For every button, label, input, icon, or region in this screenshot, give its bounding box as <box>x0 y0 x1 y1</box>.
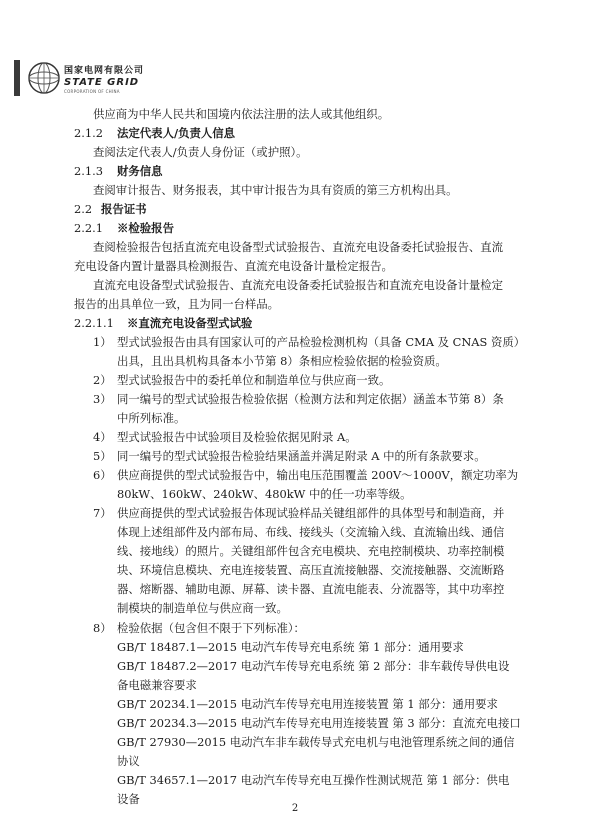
list-item-number: 6） <box>93 468 112 482</box>
standard-line: 备电磁兼容要求 <box>117 678 197 692</box>
standard-line: GB/T 27930—2015 电动汽车非车载传导式充电机与电池管理系统之间的通信 <box>117 735 515 749</box>
list-item-number: 4） <box>93 430 112 444</box>
standard-line: GB/T 34657.1—2017 电动汽车传导充电互操作性测试规范 第 1 部分：供电 <box>117 773 510 787</box>
standard-line: GB/T 18487.2—2017 电动汽车传导充电系统 第 2 部分：非车载传导供电设 <box>117 659 510 673</box>
page-header <box>14 56 184 100</box>
list-item-line: 同一编号的型式试验报告检验结果涵盖并满足附录 A 中的所有条款要求。 <box>117 449 486 463</box>
section-number: 2.1.2 <box>74 126 103 140</box>
section-number: 2.1.3 <box>74 164 103 178</box>
section-heading: 法定代表人/负责人信息 <box>117 126 236 140</box>
standard-line: 设备 <box>117 792 140 806</box>
paragraph: 查阅法定代表人/负责人身份证（或护照）。 <box>93 145 308 159</box>
section-number: 2.2 <box>74 202 93 216</box>
list-item-line: 线、接地线）的照片。关键组部件包含充电模块、充电控制模块、功率控制模 <box>117 544 505 558</box>
section-heading: 报告证书 <box>101 202 147 216</box>
list-item-line: 型式试验报告中的委托单位和制造单位与供应商一致。 <box>117 373 391 387</box>
list-item-line: 供应商提供的型式试验报告体现试验样品关键组部件的具体型号和制造商，并 <box>117 506 505 520</box>
list-item-number: 1） <box>93 335 112 349</box>
section-number: 2.2.1.1 <box>74 316 114 330</box>
list-item-line: 型式试验报告由具有国家认可的产品检验检测机构（具备 CMA 及 CNAS 资质） <box>117 335 526 349</box>
standard-line: GB/T 20234.3—2015 电动汽车传导充电用连接装置 第 3 部分：直流充电接口 <box>117 716 521 730</box>
list-item-line: 器、熔断器、辅助电源、屏幕、读卡器、直流电能表、分流器等，其中功率控 <box>117 582 505 596</box>
paragraph-line: 充电设备内置计量器具检测报告、直流充电设备计量检定报告。 <box>74 259 393 273</box>
standard-line: GB/T 20234.1—2015 电动汽车传导充电用连接装置 第 1 部分：通用要求 <box>117 697 498 711</box>
list-item-line: 中所列标准。 <box>117 411 186 425</box>
list-item-line: 同一编号的型式试验报告检验依据（检测方法和判定依据）涵盖本节第 8）条 <box>117 392 504 406</box>
list-item-number: 3） <box>93 392 112 406</box>
page-number: 2 <box>291 803 299 814</box>
list-item-line: 供应商提供的型式试验报告中，输出电压范围覆盖 200V～1000V，额定功率为 <box>117 468 519 482</box>
standard-line: 协议 <box>117 754 140 768</box>
standard-line: GB/T 18487.1—2015 电动汽车传导充电系统 第 1 部分：通用要求 <box>117 640 464 654</box>
paragraph: 查阅审计报告、财务报表，其中审计报告为具有资质的第三方机构出具。 <box>93 183 458 197</box>
section-heading: ※直流充电设备型式试验 <box>127 316 253 330</box>
list-item-number: 2） <box>93 373 112 387</box>
brand-text <box>64 63 144 94</box>
header-bar <box>14 60 20 96</box>
section-heading: ※检验报告 <box>117 221 174 235</box>
company-name-en: STATE GRID <box>64 77 140 88</box>
list-item-line: 80kW、160kW、240kW、480kW 中的任一功率等级。 <box>117 487 412 501</box>
list-item-line: 体现上述组部件及内部布局、布线、接线头（交流输入线、直流输出线、通信 <box>117 525 505 539</box>
list-item-number: 7） <box>93 506 112 520</box>
list-item-number: 8） <box>93 621 112 635</box>
state-grid-logo-icon <box>24 58 64 98</box>
paragraph-line: 查阅检验报告包括直流充电设备型式试验报告、直流充电设备委托试验报告、直流 <box>93 240 504 254</box>
section-number: 2.2.1 <box>74 221 103 235</box>
company-name-cn: 国家电网有限公司 <box>64 66 145 76</box>
list-item-line: 型式试验报告中试验项目及检验依据见附录 A。 <box>117 430 357 444</box>
section-heading: 财务信息 <box>117 164 163 178</box>
paragraph-line: 直流充电设备型式试验报告、直流充电设备委托试验报告和直流充电设备计量检定 <box>93 278 504 292</box>
list-item-number: 5） <box>93 449 112 463</box>
company-subtitle: CORPORATION OF CHINA <box>64 89 120 94</box>
list-item-line: 制模块的制造单位与供应商一致。 <box>117 601 288 615</box>
list-item-line: 出具，且出具机构具备本小节第 8）条相应检验依据的检验资质。 <box>117 354 447 368</box>
list-item-line: 块、环境信息模块、充电连接装置、高压直流接触器、交流接触器、交流断路 <box>117 563 505 577</box>
list-item-line: 检验依据（包含但不限于下列标准）： <box>117 621 305 635</box>
paragraph-line: 报告的出具单位一致，且为同一台样品。 <box>74 297 280 311</box>
paragraph: 供应商为中华人民共和国境内依法注册的法人或其他组织。 <box>93 107 390 121</box>
